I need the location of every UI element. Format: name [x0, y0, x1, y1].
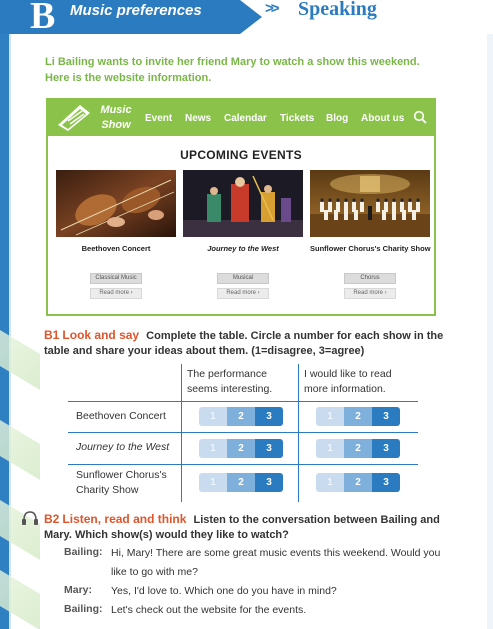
b2-name: Listen, read and think [62, 512, 187, 526]
opera-photo [183, 170, 303, 237]
rating-2[interactable]: 2 [344, 439, 372, 458]
rating-3[interactable]: 3 [372, 473, 400, 492]
col-header-read-more [304, 367, 392, 397]
row-label-line: Sunflower Chorus's [76, 469, 167, 481]
read-more-button[interactable]: Read more › [217, 288, 269, 299]
table-divider [181, 364, 182, 502]
unit-letter: B [30, 0, 57, 37]
nav-tickets[interactable]: Tickets [280, 113, 315, 124]
event-tag: Chorus [344, 273, 396, 284]
nav-news[interactable]: News [185, 113, 212, 124]
audio-icon[interactable] [20, 510, 40, 526]
read-more-button[interactable]: Read more › [90, 288, 142, 299]
dialogue-line: Let's check out the website for the events. [111, 604, 307, 616]
rating-2[interactable]: 2 [227, 439, 255, 458]
col-header-interesting [187, 367, 272, 397]
read-more-button[interactable]: Read more › [344, 288, 396, 299]
music-logo-icon [54, 103, 94, 133]
rating-3[interactable]: 3 [255, 473, 283, 492]
website-nav-bar [48, 100, 434, 136]
b2-heading [44, 512, 444, 543]
col-header-line: seems interesting. [187, 383, 273, 395]
row-label-beethoven: Beethoven Concert [76, 410, 166, 422]
nav-calendar[interactable]: Calendar [224, 113, 267, 124]
nav-about-us[interactable]: About us [361, 113, 405, 124]
intro-text: Li Bailing wants to invite her friend Mary to watch a show this weekend. Here is the website information. [45, 56, 420, 84]
rating-table [68, 364, 418, 502]
table-divider [298, 364, 299, 502]
upcoming-events-heading: UPCOMING EVENTS [180, 148, 302, 162]
b1-number: B1 [44, 328, 60, 342]
site-logo-text[interactable] [96, 103, 136, 133]
event-tag: Musical [217, 273, 269, 284]
b2-number: B2 [44, 512, 60, 526]
table-divider [68, 401, 418, 402]
speaker-label: Bailing: [64, 546, 103, 558]
rating-1[interactable]: 1 [199, 439, 227, 458]
row-label-line: Charity Show [76, 484, 139, 496]
rating-3[interactable]: 3 [255, 439, 283, 458]
dialogue-line: Yes, I'd love to. Which one do you have in mind? [111, 585, 337, 597]
table-divider [68, 464, 418, 465]
search-icon[interactable] [413, 110, 427, 124]
nav-blog[interactable]: Blog [326, 113, 349, 124]
rating-2[interactable]: 2 [344, 473, 372, 492]
col-header-line: The performance [187, 368, 267, 380]
event-name[interactable]: Journey to the West [207, 244, 279, 253]
rating-3[interactable]: 3 [372, 407, 400, 426]
dialogue-line: like to go with me? [111, 566, 198, 578]
right-edge [487, 34, 493, 629]
rating-1[interactable]: 1 [199, 407, 227, 426]
b1-heading [44, 328, 444, 359]
rating-scale [199, 407, 283, 426]
rating-3[interactable]: 3 [255, 407, 283, 426]
logo-line-2: Show [101, 119, 131, 131]
b2-instruction: Listen to the conversation between Bailing and Mary. Which show(s) would they like to watch? [44, 514, 440, 541]
event-card-chorus [310, 170, 430, 299]
row-label-chorus [76, 468, 167, 498]
rating-scale [316, 473, 400, 492]
b1-instruction: Complete the table. Circle a number for each show in the table and share your ideas about them. (1=disagree, 3=agree) [44, 330, 444, 357]
dialogue-line: Hi, Mary! There are some great music events this weekend. Would you [111, 547, 441, 559]
nav-event[interactable]: Event [145, 113, 173, 124]
rating-1[interactable]: 1 [199, 473, 227, 492]
rating-2[interactable]: 2 [227, 473, 255, 492]
rating-2[interactable]: 2 [227, 407, 255, 426]
event-card-journey [183, 170, 303, 299]
unit-title: Music preferences [70, 2, 202, 19]
col-header-line: more information. [304, 383, 386, 395]
rating-scale [316, 439, 400, 458]
rating-scale [199, 473, 283, 492]
concert-photo [56, 170, 176, 237]
rating-3[interactable]: 3 [372, 439, 400, 458]
page-header [0, 0, 493, 37]
speaker-label: Bailing: [64, 603, 103, 615]
rating-1[interactable]: 1 [316, 473, 344, 492]
table-divider [68, 432, 418, 433]
chorus-photo [310, 170, 430, 237]
event-card-beethoven [56, 170, 176, 299]
b1-name: Look and say [62, 328, 140, 342]
event-name[interactable]: Sunflower Chorus's Charity Show [310, 244, 431, 253]
event-tag: Classical Music [90, 273, 142, 284]
speaker-label: Mary: [64, 584, 93, 596]
rating-scale [316, 407, 400, 426]
logo-line-1: Music [100, 104, 132, 116]
col-header-line: I would like to read [304, 368, 392, 380]
rating-1[interactable]: 1 [316, 407, 344, 426]
row-label-journey: Journey to the West [76, 441, 170, 453]
event-name[interactable]: Beethoven Concert [81, 244, 151, 253]
section-title: Speaking [298, 0, 377, 20]
double-arrow-icon: >> [265, 0, 277, 17]
rating-2[interactable]: 2 [344, 407, 372, 426]
rating-scale [199, 439, 283, 458]
rating-1[interactable]: 1 [316, 439, 344, 458]
website-mock [46, 98, 436, 316]
